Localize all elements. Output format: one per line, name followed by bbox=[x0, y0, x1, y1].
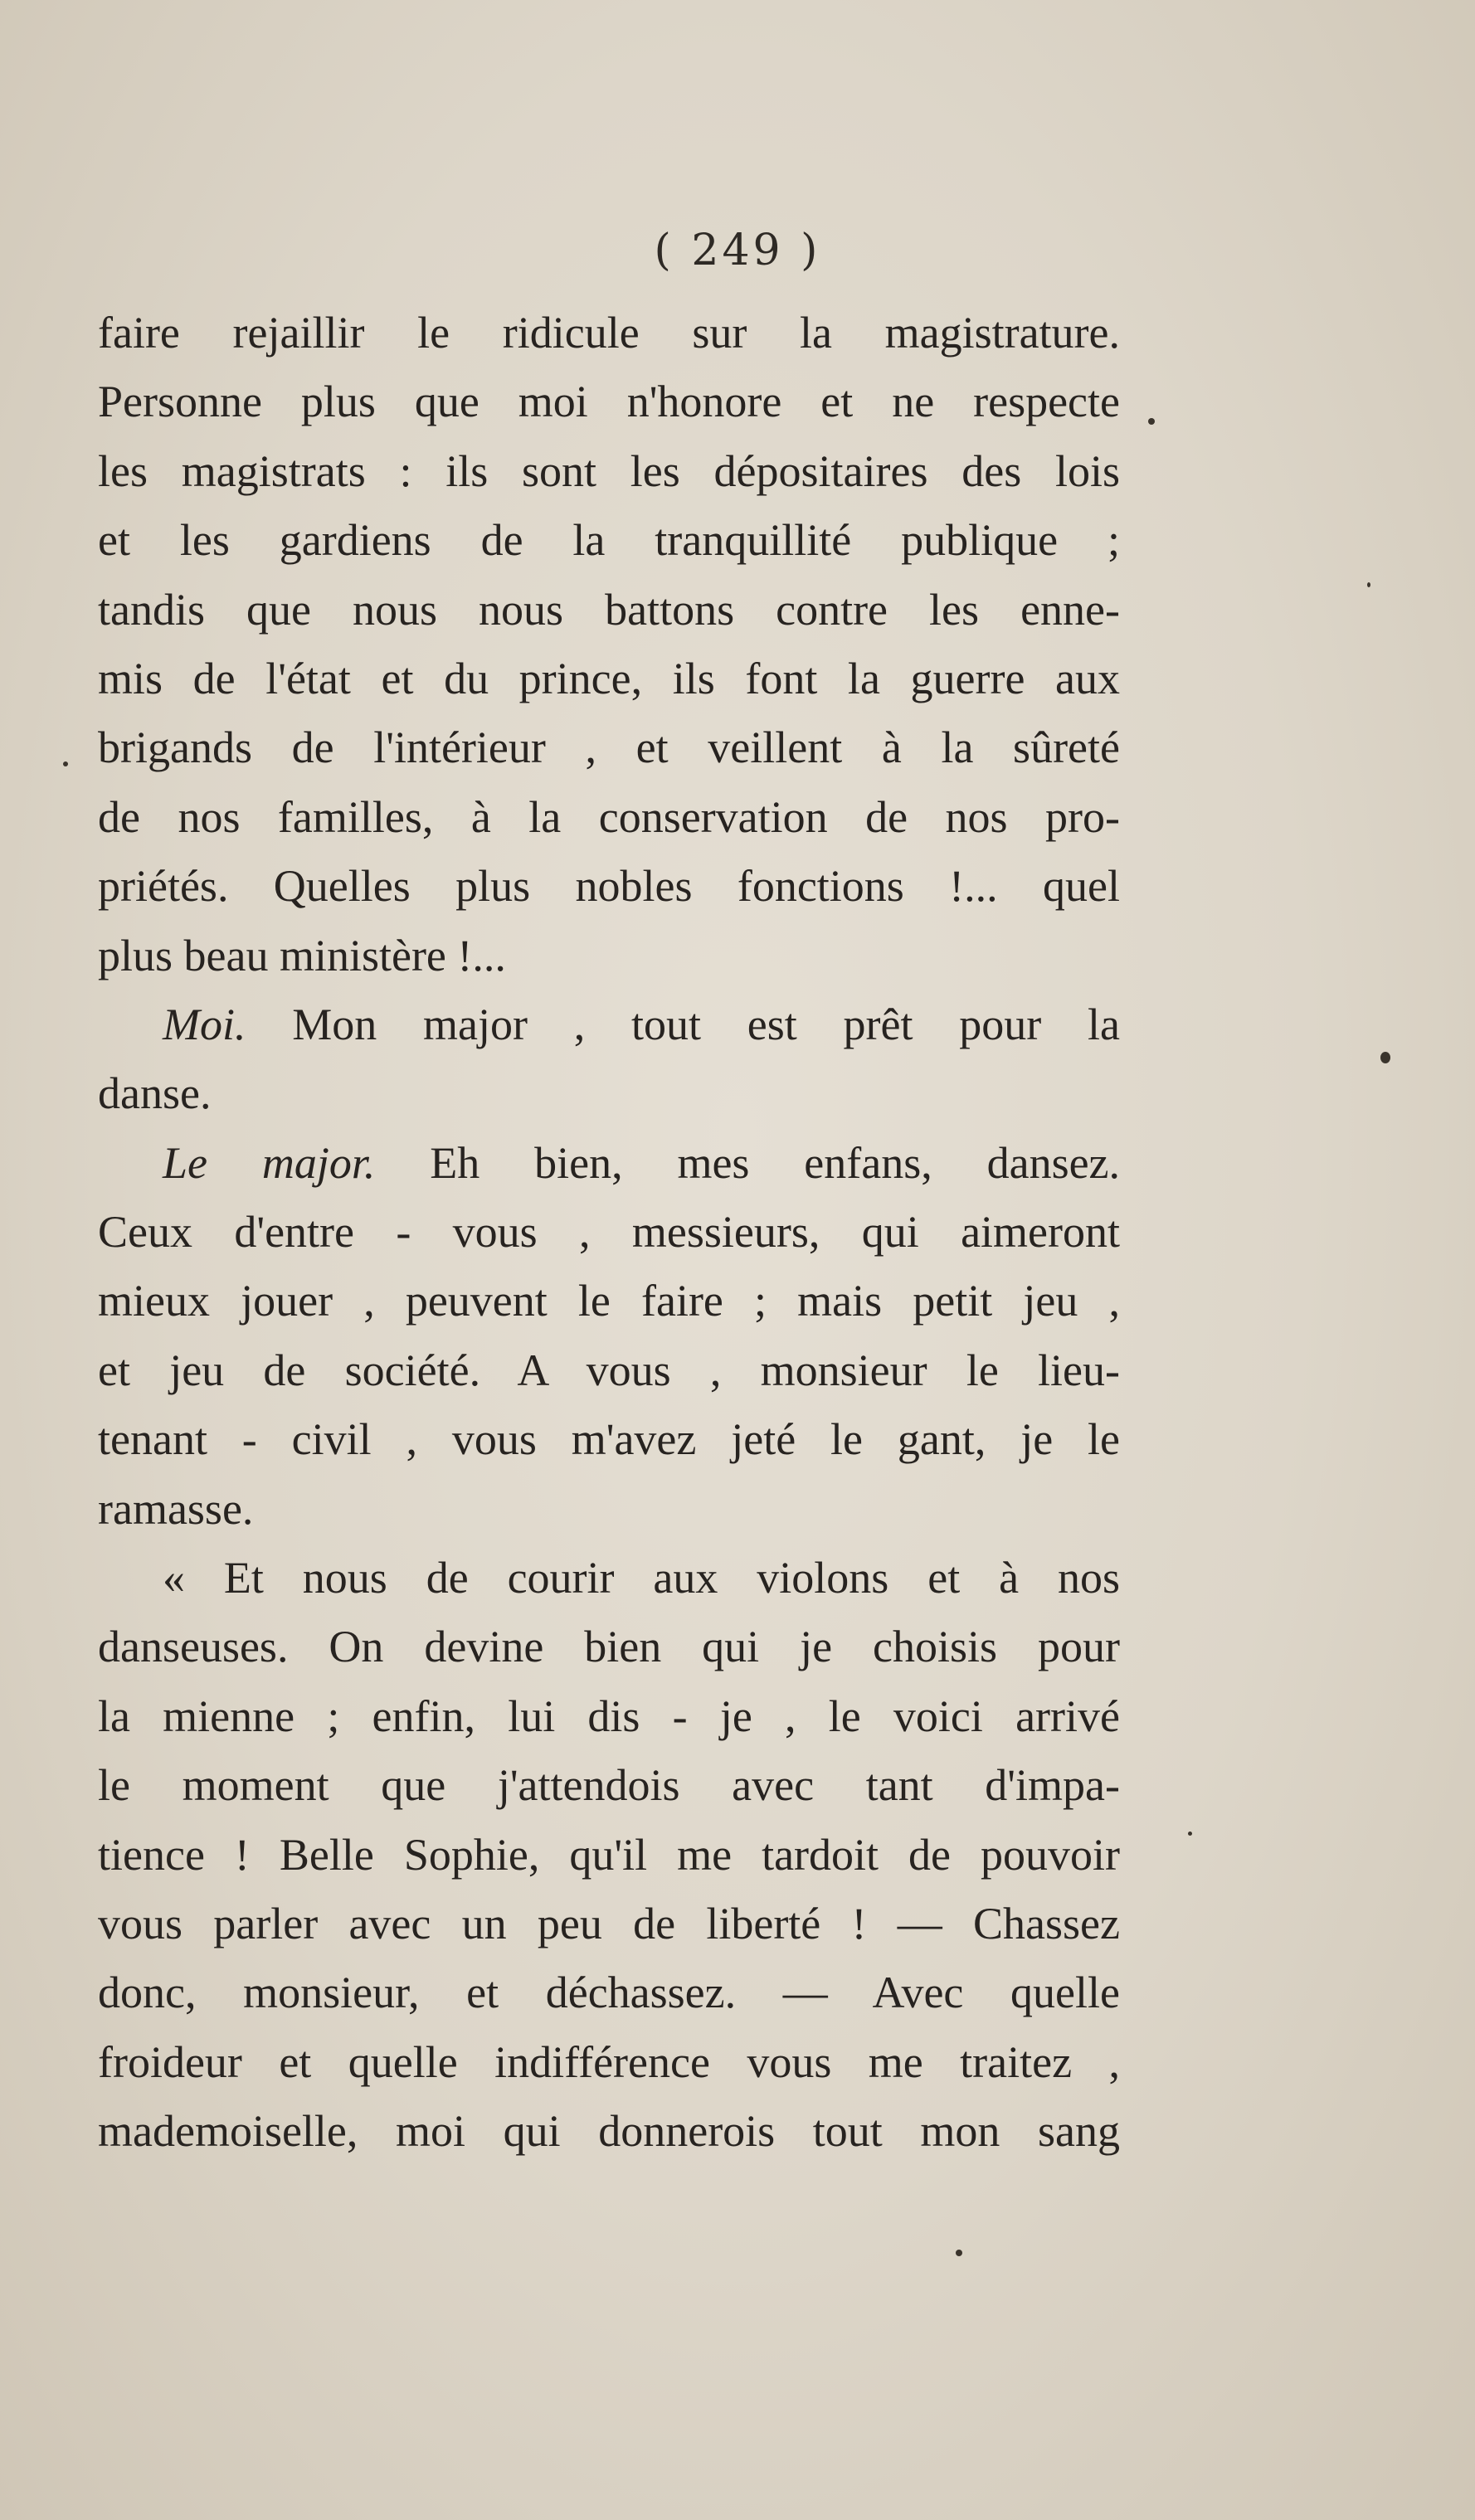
text-line: priétés. Quelles plus nobles fonctions !... quel bbox=[98, 861, 1120, 912]
page-number: ( 249 ) bbox=[654, 226, 821, 275]
text-line: faire rejaillir le ridicule sur la magistrature. bbox=[98, 308, 1120, 358]
text-line: brigands de l'intérieur , et veillent à la sûreté bbox=[98, 722, 1120, 773]
text-line: tience ! Belle Sophie, qu'il me tardoit de pouvoir bbox=[98, 1829, 1120, 1880]
text-line: « Et nous de courir aux violons et à nos bbox=[163, 1553, 1120, 1603]
dialogue-text: Eh bien, mes enfans, dansez. bbox=[430, 1137, 1121, 1188]
text-line: tenant - civil , vous m'avez jeté le gant, je le bbox=[98, 1414, 1120, 1465]
text-line: mademoiselle, moi qui donnerois tout mon sang bbox=[98, 2106, 1120, 2157]
dialogue-text: Mon major , tout est prêt pour la bbox=[292, 999, 1120, 1049]
text-line: froideur et quelle indifférence vous me traitez , bbox=[98, 2036, 1120, 2087]
text-line: mieux jouer , peuvent le faire ; mais petit jeu , bbox=[98, 1276, 1120, 1326]
speaker-name: Le major. bbox=[163, 1137, 376, 1188]
text-line: le moment que j'attendois avec tant d'impa- bbox=[98, 1760, 1120, 1811]
text-line: vous parler avec un peu de liberté ! — Chassez bbox=[98, 1898, 1120, 1948]
text-line: Personne plus que moi n'honore et ne respecte bbox=[98, 377, 1120, 427]
paper-speck bbox=[1367, 582, 1370, 587]
text-line: mis de l'état et du prince, ils font la guerre aux bbox=[98, 653, 1120, 703]
text-line: plus beau ministère !... bbox=[98, 930, 506, 980]
dialogue-line bbox=[98, 1129, 1120, 1198]
body-text bbox=[98, 299, 1120, 2167]
text-line: danseuses. On devine bien qui je choisis pour bbox=[98, 1622, 1120, 1672]
paper-speck bbox=[63, 761, 68, 766]
text-line: les magistrats : ils sont les dépositaires des lois bbox=[98, 445, 1120, 496]
text-line: et les gardiens de la tranquillité publique ; bbox=[98, 515, 1120, 566]
text-line: danse. bbox=[98, 1068, 212, 1119]
paper-speck bbox=[1188, 1832, 1192, 1836]
text-line: Ceux d'entre - vous , messieurs, qui aimeront bbox=[98, 1207, 1120, 1258]
text-line: et jeu de société. A vous , monsieur le lieu- bbox=[98, 1345, 1120, 1395]
text-line: ramasse. bbox=[98, 1483, 254, 1534]
speaker-name: Moi. bbox=[163, 999, 246, 1049]
paper-speck bbox=[1148, 418, 1155, 425]
text-line: la mienne ; enfin, lui dis - je , le voici arrivé bbox=[98, 1691, 1120, 1741]
dialogue-line bbox=[98, 990, 1120, 1059]
text-line: donc, monsieur, et déchassez. — Avec quelle bbox=[98, 1968, 1120, 2018]
text-line: tandis que nous nous battons contre les enne- bbox=[98, 584, 1120, 635]
paper-speck bbox=[1380, 1052, 1390, 1063]
text-line: de nos familles, à la conservation de nos pro- bbox=[98, 791, 1120, 842]
paper-speck bbox=[956, 2250, 962, 2256]
